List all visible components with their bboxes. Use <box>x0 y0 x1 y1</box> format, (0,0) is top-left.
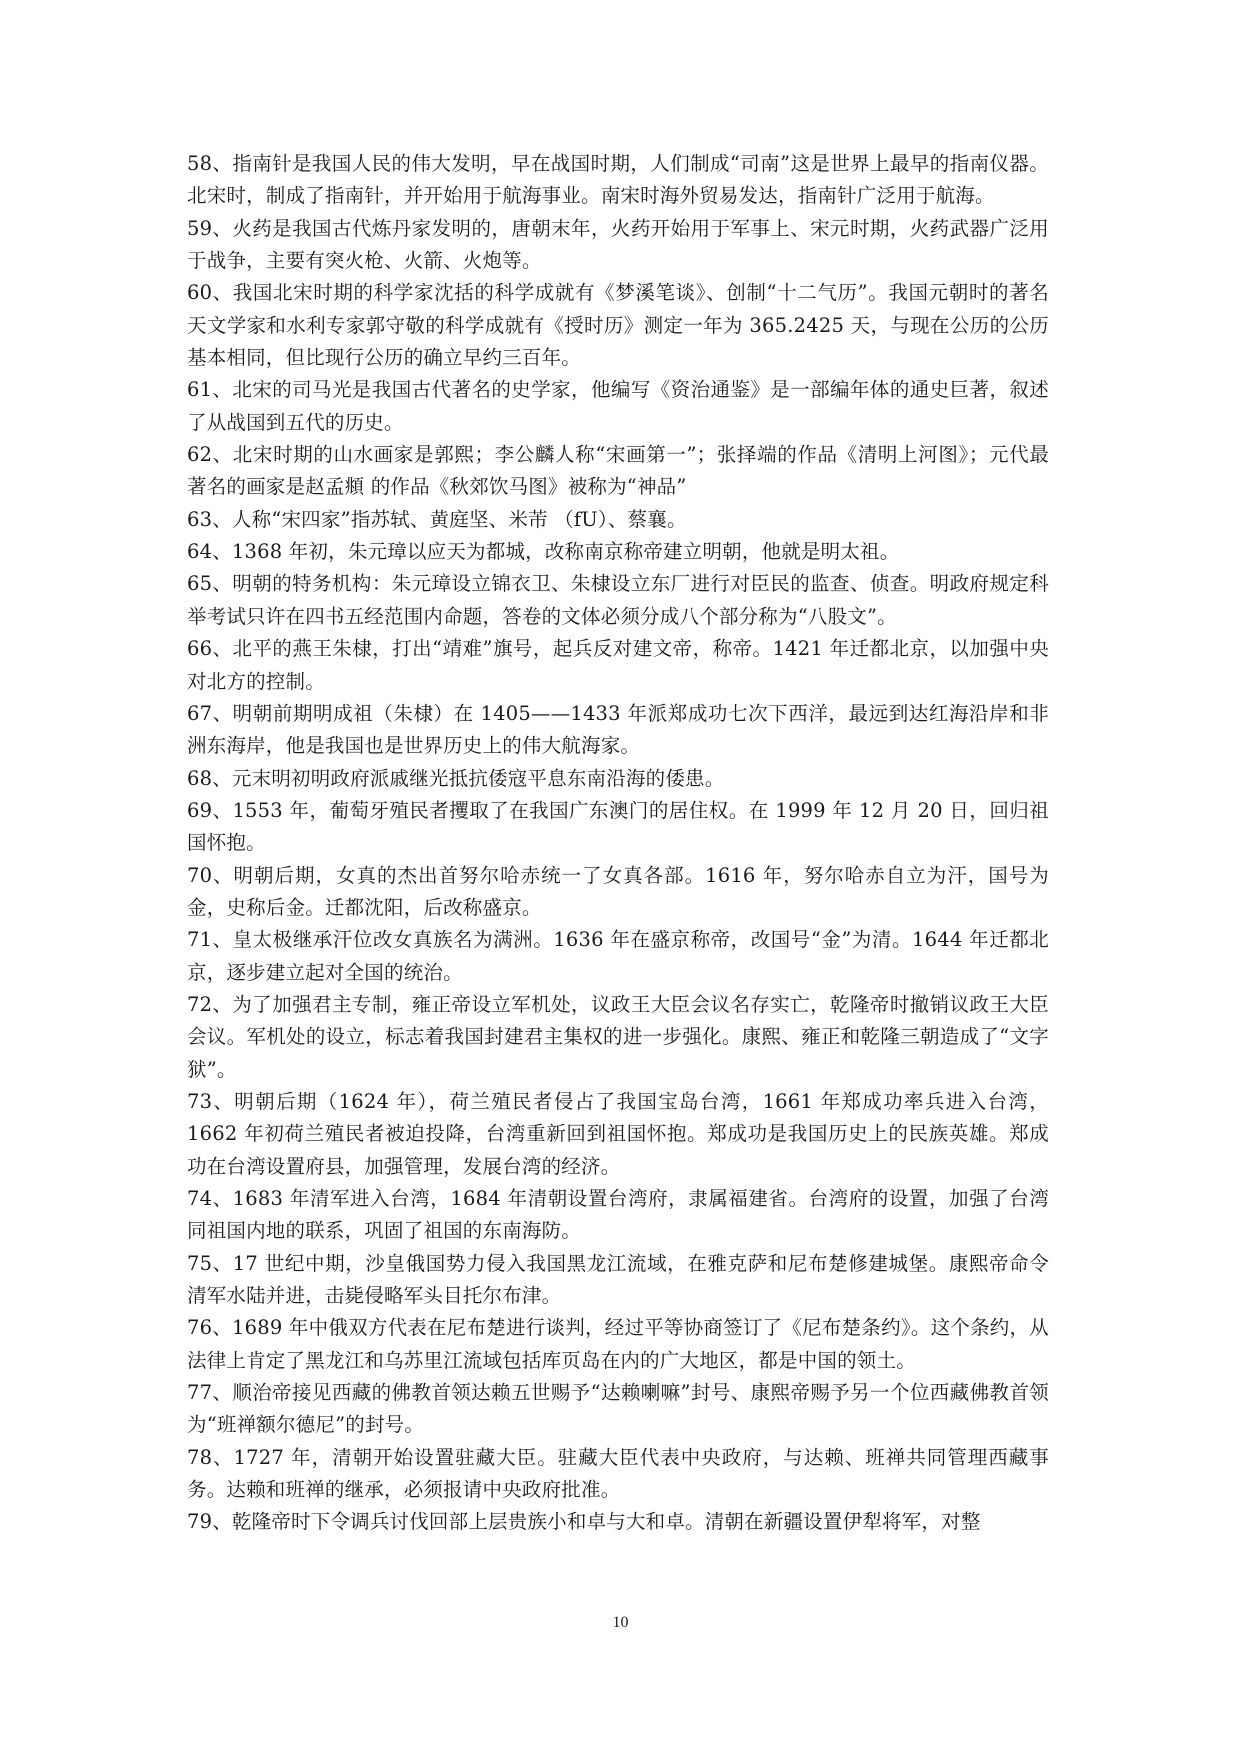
paragraph-70: 70、明朝后期，女真的杰出首努尔哈赤统一了女真各部。1616 年，努尔哈赤自立为汗，国号为金，史称后金。迁都沈阳，后改称盛京。 <box>187 863 1049 919</box>
paragraph-66: 66、北平的燕王朱棣，打出“靖难”旗号，起兵反对建文帝，称帝。1421 年迁都北京，以加强中央对北方的控制。 <box>187 637 1049 693</box>
paragraph-59: 59、火药是我国古代炼丹家发明的，唐朝末年，火药开始用于军事上、宋元时期，火药武器广泛用于战争，主要有突火枪、火箭、火炮等。 <box>187 216 1049 273</box>
paragraph-61: 61、北宋的司马光是我国古代著名的史学家，他编写《资治通鉴》是一部编年体的通史巨著，叙述了从战国到五代的历史。 <box>187 378 1049 434</box>
paragraph-78: 78、1727 年，清朝开始设置驻藏大臣。驻藏大臣代表中央政府，与达赖、班禅共同管理西藏事务。达赖和班禅的继承，必须报请中央政府批准。 <box>187 1445 1049 1502</box>
paragraph-71: 71、皇太极继承汗位改女真族名为满洲。1636 年在盛京称帝，改国号“金”为清。1644 年迁都北京，逐步建立起对全国的统治。 <box>187 928 1049 984</box>
paragraph-64: 64、1368 年初，朱元璋以应天为都城，改称南京称帝建立明朝，他就是明太祖。 <box>187 540 900 564</box>
paragraph-65: 65、明朝的特务机构：朱元璋设立锦衣卫、朱棣设立东厂进行对臣民的监查、侦查。明政府规定科举考试只许在四书五经范围内命题，答卷的文体必须分成八个部分称为“八股文”。 <box>187 572 1049 628</box>
paragraph-68: 68、元末明初明政府派戚继光抵抗倭寇平息东南沿海的倭患。 <box>187 766 725 790</box>
paragraph-76: 76、1689 年中俄双方代表在尼布楚进行谈判，经过平等协商签订了《尼布楚条约》。这个条约，从法律上肯定了黑龙江和乌苏里江流域包括库页岛在内的广大地区，都是中国的领土。 <box>187 1316 1049 1372</box>
paragraph-69: 69、1553 年，葡萄牙殖民者攫取了在我国广东澳门的居住权。在 1999 年 12 月 20 日，回归祖国怀抱。 <box>187 798 1049 855</box>
paragraph-73: 73、明朝后期（1624 年），荷兰殖民者侵占了我国宝岛台湾，1661 年郑成功率兵进入台湾，1662 年初荷兰殖民者被迫投降，台湾重新回到祖国怀抱。郑成功是我国历史上的民族英雄。郑成功在台湾设置府县，加强管理，发展台湾的经济。 <box>187 1089 1049 1178</box>
paragraph-77: 77、顺治帝接见西藏的佛教首领达赖五世赐予“达赖喇嘛”封号、康熙帝赐予另一个位西藏佛教首领为“班禅额尔德尼”的封号。 <box>187 1381 1049 1437</box>
paragraph-58: 58、指南针是我国人民的伟大发明，早在战国时期，人们制成“司南”这是世界上最早的指南仪器。北宋时，制成了指南针，并开始用于航海事业。南宋时海外贸易发达，指南针广泛用于航海。 <box>187 152 1049 208</box>
paragraph-67: 67、明朝前期明成祖（朱棣）在 1405——1433 年派郑成功七次下西洋，最远到达红海沿岸和非洲东海岸，他是我国也是世界历史上的伟大航海家。 <box>187 701 1049 758</box>
body-text <box>187 148 1049 1539</box>
paragraph-75: 75、17 世纪中期，沙皇俄国势力侵入我国黑龙江流域，在雅克萨和尼布楚修建城堡。康熙帝命令清军水陆并进，击毙侵略军头目托尔布津。 <box>187 1251 1049 1308</box>
paragraph-79: 79、乾隆帝时下令调兵讨伐回部上层贵族小和卓与大和卓。清朝在新疆设置伊犁将军，对整 <box>187 1510 981 1534</box>
paragraph-62: 62、北宋时期的山水画家是郭熙；李公麟人称“宋画第一”；张择端的作品《清明上河图》；元代最著名的画家是赵孟頫 的作品《秋郊饮马图》被称为“神品” <box>187 443 1049 499</box>
paragraph-72: 72、为了加强君主专制，雍正帝设立军机处，议政王大臣会议名存实亡，乾隆帝时撤销议政王大臣会议。军机处的设立，标志着我国封建君主集权的进一步强化。康熙、雍正和乾隆三朝造成了“文字狱”。 <box>187 992 1049 1081</box>
paragraph-60: 60、我国北宋时期的科学家沈括的科学成就有《梦溪笔谈》、创制“十二气历”。我国元朝时的著名天文学家和水利专家郭守敬的科学成就有《授时历》测定一年为 365.2425 天，与现在公历的公历基本相同，但比现行公历的确立早约三百年。 <box>187 281 1049 370</box>
page-number: 10 <box>612 1614 629 1631</box>
paragraph-63: 63、人称“宋四家”指苏轼、黄庭坚、米芾 （fU）、蔡襄。 <box>187 507 687 531</box>
paragraph-74: 74、1683 年清军进入台湾，1684 年清朝设置台湾府，隶属福建省。台湾府的设置，加强了台湾同祖国内地的联系，巩固了祖国的东南海防。 <box>187 1187 1049 1243</box>
